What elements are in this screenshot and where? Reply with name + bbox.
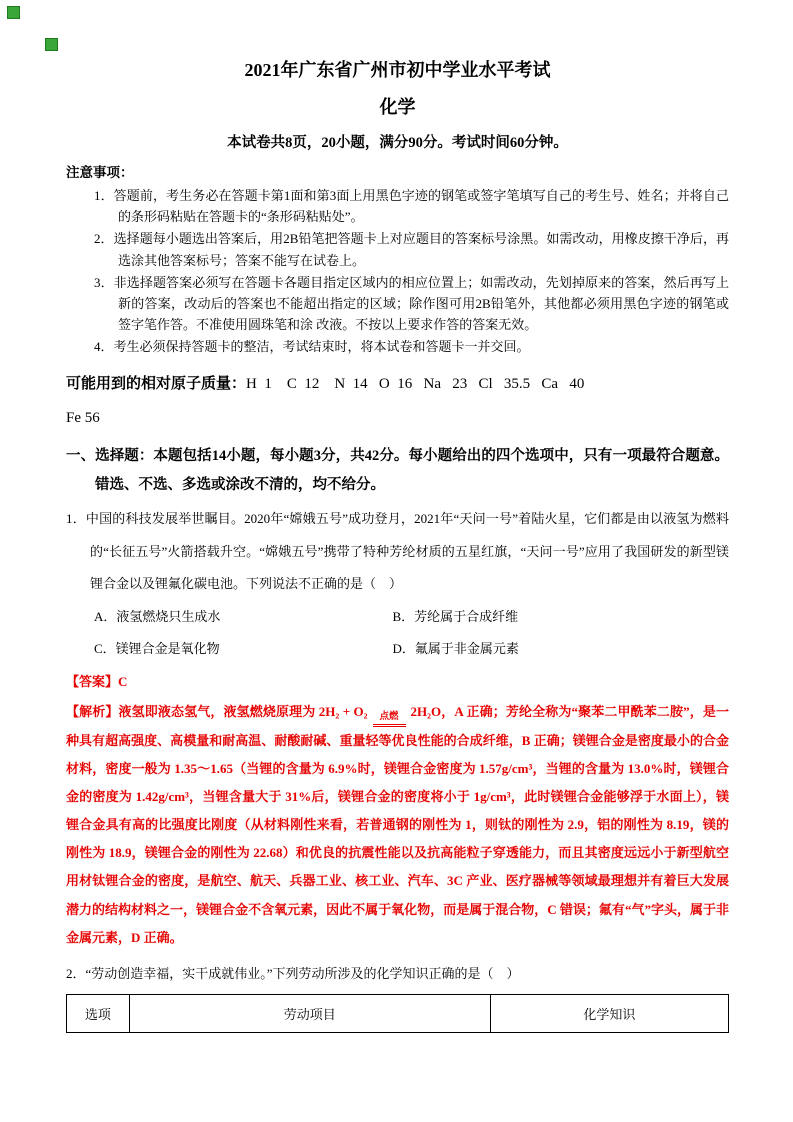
question-1-analysis	[66, 698, 729, 952]
analysis-text-before-equation: 【解析】液氢即液态氢气，液氢燃烧原理为 2H₂ + O₂	[66, 703, 368, 719]
table-header-row	[67, 995, 729, 1033]
table-header-option: 选项	[67, 995, 130, 1033]
atomic-mass-label: 可能用到的相对原子质量：	[66, 375, 247, 392]
notice-heading: 注意事项：	[66, 165, 134, 181]
option-b: B．芳纶属于合成纤维	[392, 608, 519, 624]
question-1-stem: 1．中国的科技发展举世瞩目。2020年“嫦娥五号”成功登月，2021年“天问一号”着陆火星，它们都是由以液氢为燃料的“长征五号”火箭搭载升空。“嫦娥五号”携带了特种芳纶材质的五星红旗，“天问一号”应用了我国研发的新型镁锂合金以及锂氟化碳电池。下列说法不正确的是（ ）	[66, 511, 729, 592]
notice-item-1: 1．答题前，考生务必在答题卡第1面和第3面上用黑色字迹的钢笔或签字笔填写自己的考生号、姓名；并将自己的条形码粘贴在答题卡的“条形码粘贴处”。	[94, 188, 729, 225]
option-a: A．液氢燃烧只生成水	[94, 608, 221, 624]
atomic-mass-line-2: Fe 56	[66, 410, 100, 427]
question-1-answer: 【答案】C	[66, 674, 128, 690]
exam-info-line: 本试卷共8页，20小题，满分90分。考试时间60分钟。	[227, 135, 568, 152]
question-2-table	[66, 994, 729, 1033]
reaction-condition-label: 点燃	[373, 712, 406, 727]
notice-item-2: 2．选择题每小题选出答案后，用2B铅笔把答题卡上对应题目的答案标号涂黑。如需改动，用橡皮擦干净后，再选涂其他答案标号；答案不能写在试卷上。	[94, 231, 729, 268]
atomic-mass-values: H 1 C 12 N 14 O 16 Na 23 Cl 35.5 Ca 40	[246, 375, 585, 392]
question-2-stem: 2．“劳动创造幸福，实干成就伟业。”下列劳动所涉及的化学知识正确的是（ ）	[66, 965, 520, 981]
reaction-condition-mark	[373, 712, 406, 727]
exam-subject: 化学	[379, 97, 416, 118]
embedded-object-icon[interactable]	[45, 38, 58, 51]
option-d: D．氟属于非金属元素	[392, 640, 519, 656]
embedded-object-icon[interactable]	[7, 6, 20, 19]
question-1-options	[66, 601, 729, 665]
section-1-heading: 一、选择题：本题包括14小题，每小题3分，共42分。每小题给出的四个选项中，只有一项最符合题意。错选、不选、多选或涂改不清的，均不给分。	[66, 447, 729, 494]
notice-item-4: 4．考生必须保持答题卡的整洁，考试结束时，将本试卷和答题卡一并交回。	[94, 338, 530, 354]
exam-title: 2021年广东省广州市初中学业水平考试	[244, 60, 551, 80]
table-header-knowledge: 化学知识	[490, 995, 728, 1033]
table-header-project: 劳动项目	[129, 995, 490, 1033]
notice-item-3: 3．非选择题答案必须写在答题卡各题目指定区域内的相应位置上；如需改动，先划掉原来的答案，然后再写上新的答案，改动后的答案也不能超出指定的区域；除作图可用2B铅笔外，其他都必须用黑色字迹的钢笔或签字笔作答。不准使用圆珠笔和涂 改液。不按以上要求作答的答案无效。	[94, 274, 729, 332]
analysis-text-after-equation: 2H₂O，A 正确；芳纶全称为“聚苯二甲酰苯二胺”，是一种具有超高强度、高模量和耐高温、耐酸耐碱、重量轻等优良性能的合成纤维，B 正确；镁锂合金是密度最小的合金材料，密度一般为 1.35～1.65（当锂的含量为 6.9%时，镁锂合金密度为 1.57g/cm³，当锂的含量为 13.0%时，镁锂合金的密度为 1.42g/cm³，当锂含量大于 31%后，镁锂合金的密度将小于 1g/cm³，此时镁锂合金能够浮于水面上），镁锂合金具有高的比强度比刚度（从材料刚性来看，若普通钢的刚性为 1，则钛的刚性为 2.9，铝的刚性为 8.19，镁的刚性为 18.9，镁锂合金的刚性为 22.68）和优良的抗震性能以及抗高能粒子穿透能力，而且其密度远远小于新型航空用材钛锂合金的密度，是航空、航天、兵器工业、核工业、汽车、3C 产业、医疗器械等领域最理想并有着巨大发展潜力的结构材料之一，镁锂合金不含氧元素，因此不属于氧化物，而是属于混合物，C 错误；氟有“气”字头，属于非金属元素，D 正确。	[66, 703, 729, 945]
atomic-mass-line	[66, 367, 729, 402]
option-c: C．镁锂合金是氧化物	[94, 640, 220, 656]
